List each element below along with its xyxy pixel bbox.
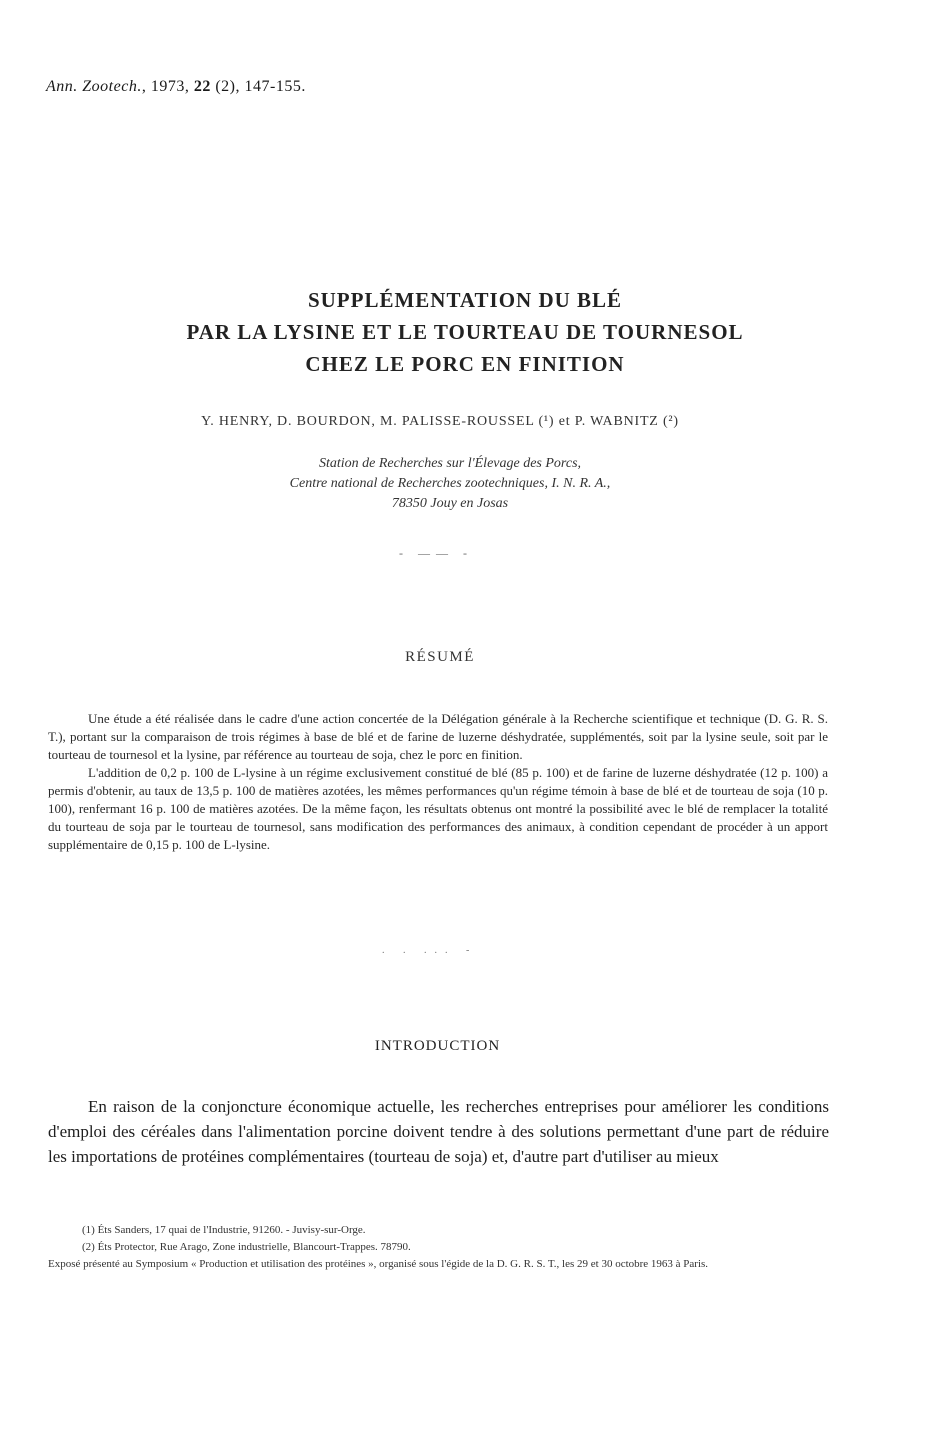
title-line-3: CHEZ LE PORC EN FINITION [305,352,625,376]
footnote-2-mark: (2) [82,1241,95,1253]
journal-volume: 22 [193,78,211,95]
footnote-1-text: Éts Sanders, 17 quai de l'Industrie, 91260. - Juvisy-sur-Orge. [97,1224,366,1236]
abstract-body [48,710,828,854]
footnotes [48,1222,831,1273]
section-separator-2: . . ... - [382,945,478,956]
introduction-heading: INTRODUCTION [374,1038,501,1054]
journal-name: Ann. Zootech. [46,78,142,95]
author-list: Y. HENRY, D. BOURDON, M. PALISSE-ROUSSEL (¹) et P. WABNITZ (²) [201,414,679,429]
paper-title [0,284,930,380]
footnote-2-text: Éts Protector, Rue Arago, Zone industrielle, Blancourt-Trappes. 78790. [97,1241,411,1253]
affiliation-line-3: 78350 Jouy en Josas [391,496,509,511]
affiliation-line-1: Station de Recherches sur l'Élevage des Porcs, [318,456,582,471]
abstract-paragraph-2: L'addition de 0,2 p. 100 de L-lysine à un régime exclusivement constitué de blé (85 p. 100) et de farine de luzerne déshydratée (12 p. 100) a permis d'obtenir, au taux de 13,5 p. 100 de matières azotées, les mêmes performances qu'un régime témoin à base de blé et de tourteau de soja (10 p. 100), renfermant 16 p. 100 de matières azotées. De la même façon, les résultats obtenus ont montré la possibilité avec le blé de remplacer la totalité du tourteau de soja par le tourteau de tournesol, sans modification des performances des animaux, à condition cependant de procéder à un apport supplémentaire de 0,15 p. 100 de L-lysine. [48,765,828,852]
affiliation-line-2: Centre national de Recherches zootechniques, I. N. R. A., [289,476,611,491]
journal-citation: Ann. Zootech., 1973, 22 (2), 147-155. [46,78,306,95]
journal-issue: (2) [215,78,236,95]
introduction-paragraph-1: En raison de la conjoncture économique actuelle, les recherches entreprises pour améliorer les conditions d'emploi des céréales dans l'alimentation porcine doivent tendre à des solutions permettant d'une part de réduire les importations de protéines complémentaires (tourteau de soja) et, d'autre part d'utiliser au mieux [48,1097,829,1166]
abstract-paragraph-1: Une étude a été réalisée dans le cadre d'une action concertée de la Délégation générale à la Recherche scientifique et technique (D. G. R. S. T.), portant sur la comparaison de trois régimes à base de blé et de farine de luzerne déshydratée, supplémentés, soit par la lysine seule, soit par le tourteau de tournesol et la lysine, par référence au tourteau de soja, chez le porc en finition. [48,711,828,762]
section-separator: - —— - [399,546,473,560]
resume-heading: RÉSUMÉ [405,649,475,665]
introduction-body [48,1094,829,1169]
affiliation [0,454,900,514]
footnote-1-mark: (1) [82,1224,95,1236]
title-line-1: SUPPLÉMENTATION DU BLÉ [307,288,623,312]
journal-pages: 147-155. [244,78,306,95]
title-line-2: PAR LA LYSINE ET LE TOURTEAU DE TOURNESOL [186,320,744,344]
footnote-1 [48,1222,831,1239]
journal-year: 1973 [150,78,185,95]
footnote-2 [48,1239,831,1256]
symposium-note: Exposé présenté au Symposium « Production et utilisation des protéines », organisé sous l'égide de la D. G. R. S. T., les 29 et 30 octobre 1963 à Paris. [48,1258,709,1270]
